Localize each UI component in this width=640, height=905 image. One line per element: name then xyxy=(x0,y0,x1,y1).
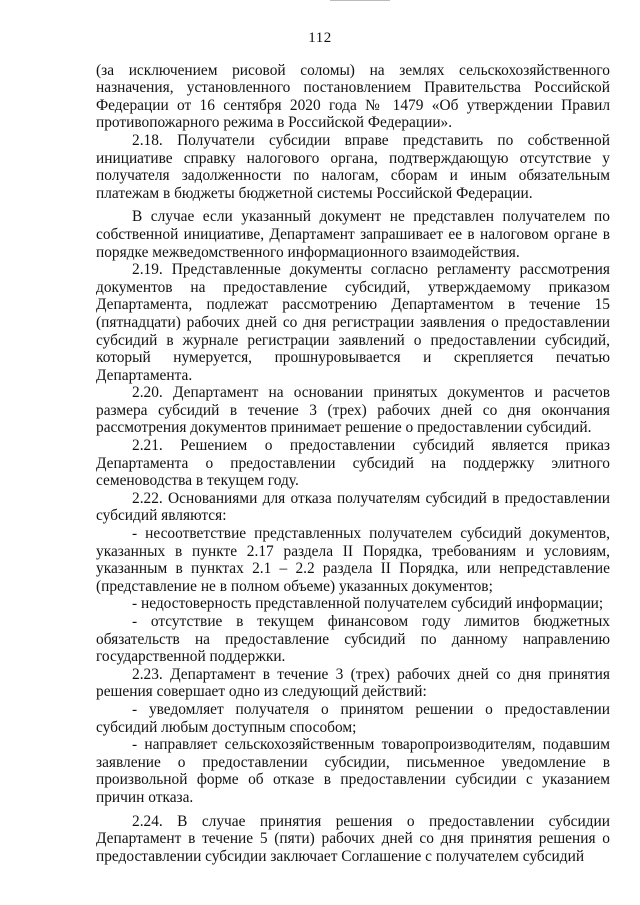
list-item-2-22-1: - несоответствие представленных получателем субсидий документов, указанных в пункте 2.17 раздела II Порядка, требованиям и условиям, указанным в пунктах 2.1 – 2.2 раздела II Порядка, или непредставление (представление не в полном объеме) указанных документов; xyxy=(96,525,610,595)
list-item-2-23-2: - направляет сельскохозяйственным товаропроизводителям, подавшим заявление о предоставлении субсидии, письменное уведомление в произвольной форме об отказе в предоставлении субсидии с указанием причин отказа. xyxy=(96,736,610,806)
paragraph-2-18-note: В случае если указанный документ не представлен получателем по собственной инициативе, Департамент запрашивает ее в налоговом органе в порядке межведомственного информационного взаимодействия. xyxy=(96,208,610,261)
list-item-2-22-3: - отсутствие в текущем финансовом году лимитов бюджетных обязательств на предоставление субсидий по данному направлению государственной поддержки. xyxy=(96,613,610,666)
paragraph-2-19: 2.19. Представленные документы согласно регламенту рассмотрения документов на предоставление субсидий, утверждаемому приказом Департамента, подлежат рассмотрению Департаментом в течение 15 (пятнадцати) рабочих дней со дня регистрации заявления о предоставлении субсидий в журнале регистрации заявлений о предоставлении субсидий, который нумеруется, прошнуровывается и скрепляется печатью Департамента. xyxy=(96,261,610,384)
paragraph-continuation: (за исключением рисовой соломы) на землях сельскохозяйственного назначения, установленного постановлением Правительства Российской Федерации от 16 сентября 2020 года № 1479 «Об утверждении Правил противопожарного режима в Российской Федерации». xyxy=(96,61,610,132)
list-item-2-22-2: - недостоверность представленной получателем субсидий информации; xyxy=(132,595,604,613)
list-item-2-23-1: - уведомляет получателя о принятом решении о предоставлении субсидий любым доступным способом; xyxy=(96,700,610,736)
paragraph-2-24: 2.24. В случае принятия решения о предоставлении субсидии Департамент в течение 5 (пяти) рабочих дней со дня принятия решения о предоставлении субсидии заключает Соглашение с получателем субсидий xyxy=(96,812,610,865)
page-number: 112 xyxy=(308,30,332,46)
paragraph-2-21: 2.21. Решением о предоставлении субсидий является приказ Департамента о предоставлении субсидий на поддержку элитного семеноводства в текущем году. xyxy=(96,437,610,490)
paragraph-2-22: 2.22. Основаниями для отказа получателям субсидий в предоставлении субсидий являются: xyxy=(96,489,610,525)
paragraph-2-23: 2.23. Департамент в течение 3 (трех) рабочих дней со дня принятия решения совершает одно из следующий действий: xyxy=(96,665,610,701)
paragraph-2-20: 2.20. Департамент на основании принятых документов и расчетов размера субсидий в течение 3 (трех) рабочих дней со дня окончания рассмотрения документов принимает решение о предоставлении субсидий. xyxy=(96,384,610,437)
paragraph-2-18: 2.18. Получатели субсидии вправе представить по собственной инициативе справку налогового органа, подтверждающую отсутствие у получателя задолженности по налогам, сборам и иным обязательным платежам в бюджеты бюджетной системы Российской Федерации. xyxy=(96,131,610,202)
top-rule xyxy=(330,0,390,1)
